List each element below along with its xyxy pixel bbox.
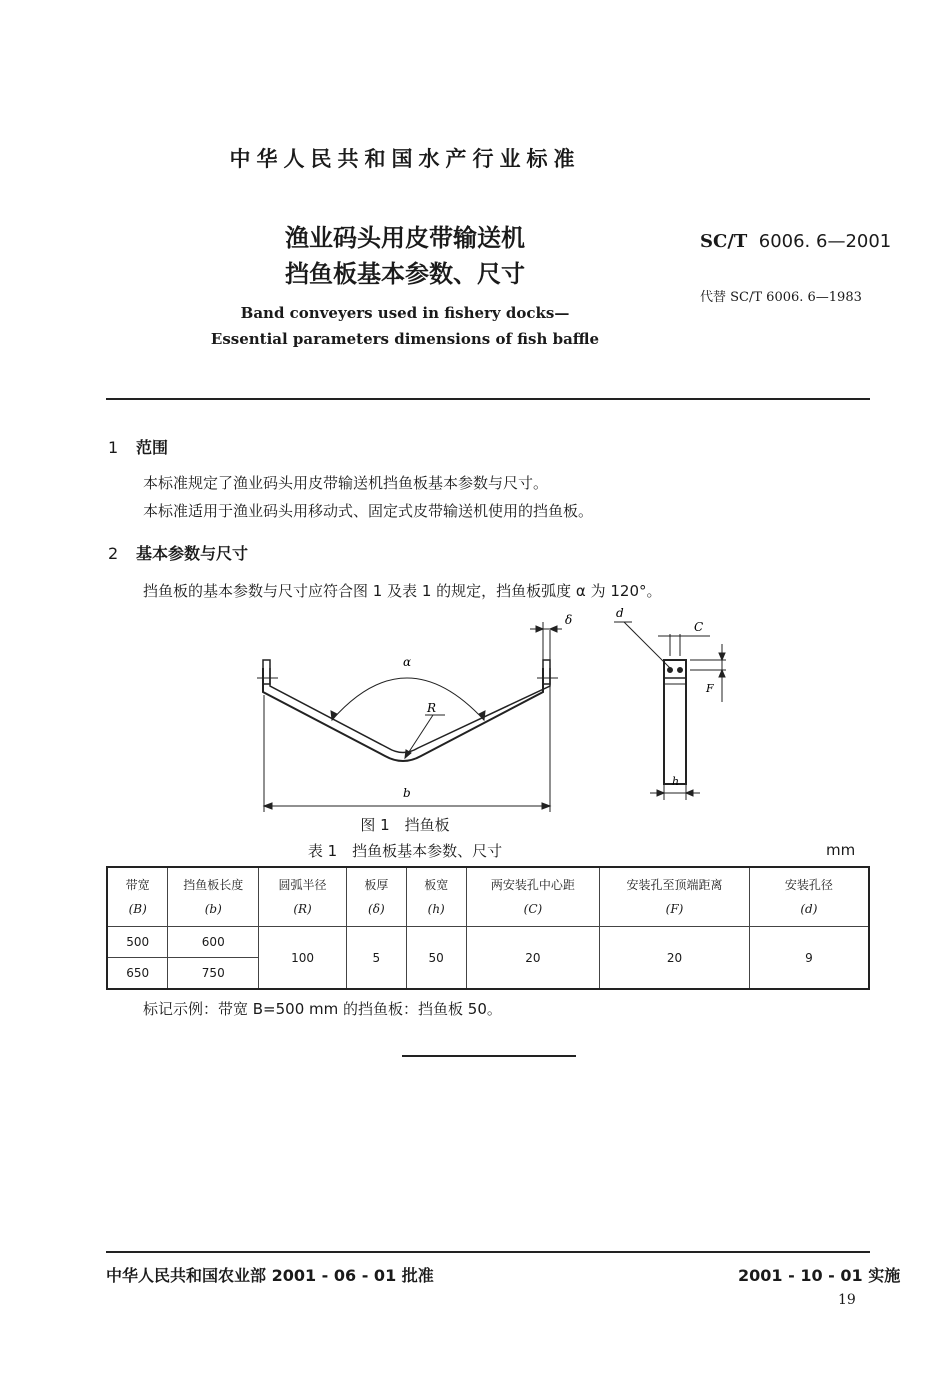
baffle-left-lug [263, 660, 270, 684]
standard-code [700, 231, 891, 252]
approval-note: 中华人民共和国农业部 2001 - 06 - 01 批准 [106, 1266, 434, 1285]
cell-radius: 100 [259, 927, 347, 990]
section-2-heading [108, 541, 248, 564]
label-length: b [403, 786, 411, 800]
label-radius: R [427, 701, 437, 715]
cell-hole-dia: 9 [749, 927, 869, 990]
section-1-para-1: 本标准规定了渔业码头用皮带输送机挡鱼板基本参数与尺寸。 [143, 474, 549, 492]
marking-example: 标记示例：带宽 B=500 mm 的挡鱼板：挡鱼板 50。 [143, 1000, 502, 1018]
page-number: 19 [838, 1292, 856, 1308]
title-line-2: 挡鱼板基本参数、尺寸 [285, 260, 525, 288]
table-row [107, 927, 869, 958]
baffle-outer-line [263, 668, 543, 761]
standard-code-number: 6006. 6—2001 [758, 231, 892, 252]
hole-1 [668, 668, 673, 673]
section-1-number: 1 [108, 438, 119, 457]
label-plate-width: h [672, 775, 680, 788]
cell-length: 600 [168, 927, 259, 958]
cell-thickness: 5 [346, 927, 406, 990]
hole-2 [678, 668, 683, 673]
section-1-heading [108, 435, 168, 458]
params-table [106, 866, 870, 990]
baffle-right-lug [543, 660, 550, 684]
section-2-title: 基本参数与尺寸 [136, 544, 249, 563]
cell-belt-width: 500 [107, 927, 168, 958]
cell-length: 750 [168, 958, 259, 990]
header-divider [106, 398, 870, 400]
table-header-cell: 两安装孔中心距 (C) [466, 867, 600, 927]
table-header-cell: 挡鱼板长度 (b) [168, 867, 259, 927]
table-header-cell: 安装孔径 (d) [749, 867, 869, 927]
replaces-note: 代替 SC/T 6006. 6—1983 [700, 290, 862, 305]
end-mark [402, 1055, 576, 1057]
section-1-para-2: 本标准适用于渔业码头用移动式、固定式皮带输送机使用的挡鱼板。 [143, 502, 594, 520]
implementation-date: 2001 - 10 - 01 实施 [738, 1266, 901, 1285]
table-header-row [107, 867, 869, 927]
table-header-cell: 安装孔至顶端距离 (F) [600, 867, 750, 927]
label-alpha: α [403, 655, 412, 669]
table-header-cell: 板宽 (h) [406, 867, 466, 927]
footer-divider [106, 1251, 870, 1253]
table-unit: mm [826, 841, 856, 859]
cell-belt-width: 650 [107, 958, 168, 990]
section-2-number: 2 [108, 544, 119, 563]
section-1-title: 范围 [136, 438, 169, 457]
cell-top-distance: 20 [600, 927, 750, 990]
english-title-line-2: Essential parameters dimensions of fish baffle [210, 330, 600, 348]
title-line-1: 渔业码头用皮带输送机 [285, 224, 525, 252]
table-header-cell: 圆弧半径 (R) [259, 867, 347, 927]
english-title-line-1: Band conveyers used in fishery docks— [240, 304, 570, 322]
standard-code-prefix: SC/T [700, 231, 748, 252]
figure-1-caption: 图 1 挡鱼板 [360, 816, 450, 834]
label-hole-center: C [694, 620, 704, 634]
label-top-distance: F [706, 682, 714, 695]
label-delta: δ [565, 613, 573, 627]
label-hole-dia: d [616, 606, 624, 620]
cell-plate-width: 50 [406, 927, 466, 990]
hole-dia-leader [624, 622, 670, 668]
alpha-arc [332, 678, 484, 720]
section-2-para-1: 挡鱼板的基本参数与尺寸应符合图 1 及表 1 的规定，挡鱼板弧度 α 为 120°。 [143, 582, 662, 600]
figure-1-drawing [0, 600, 950, 830]
standard-category: 中华人民共和国水产行业标准 [229, 147, 581, 171]
cell-hole-center: 20 [466, 927, 600, 990]
table-header-cell: 板厚 (δ) [346, 867, 406, 927]
table-1-caption: 表 1 挡鱼板基本参数、尺寸 [307, 842, 503, 860]
table-header-cell: 带宽 (B) [107, 867, 168, 927]
